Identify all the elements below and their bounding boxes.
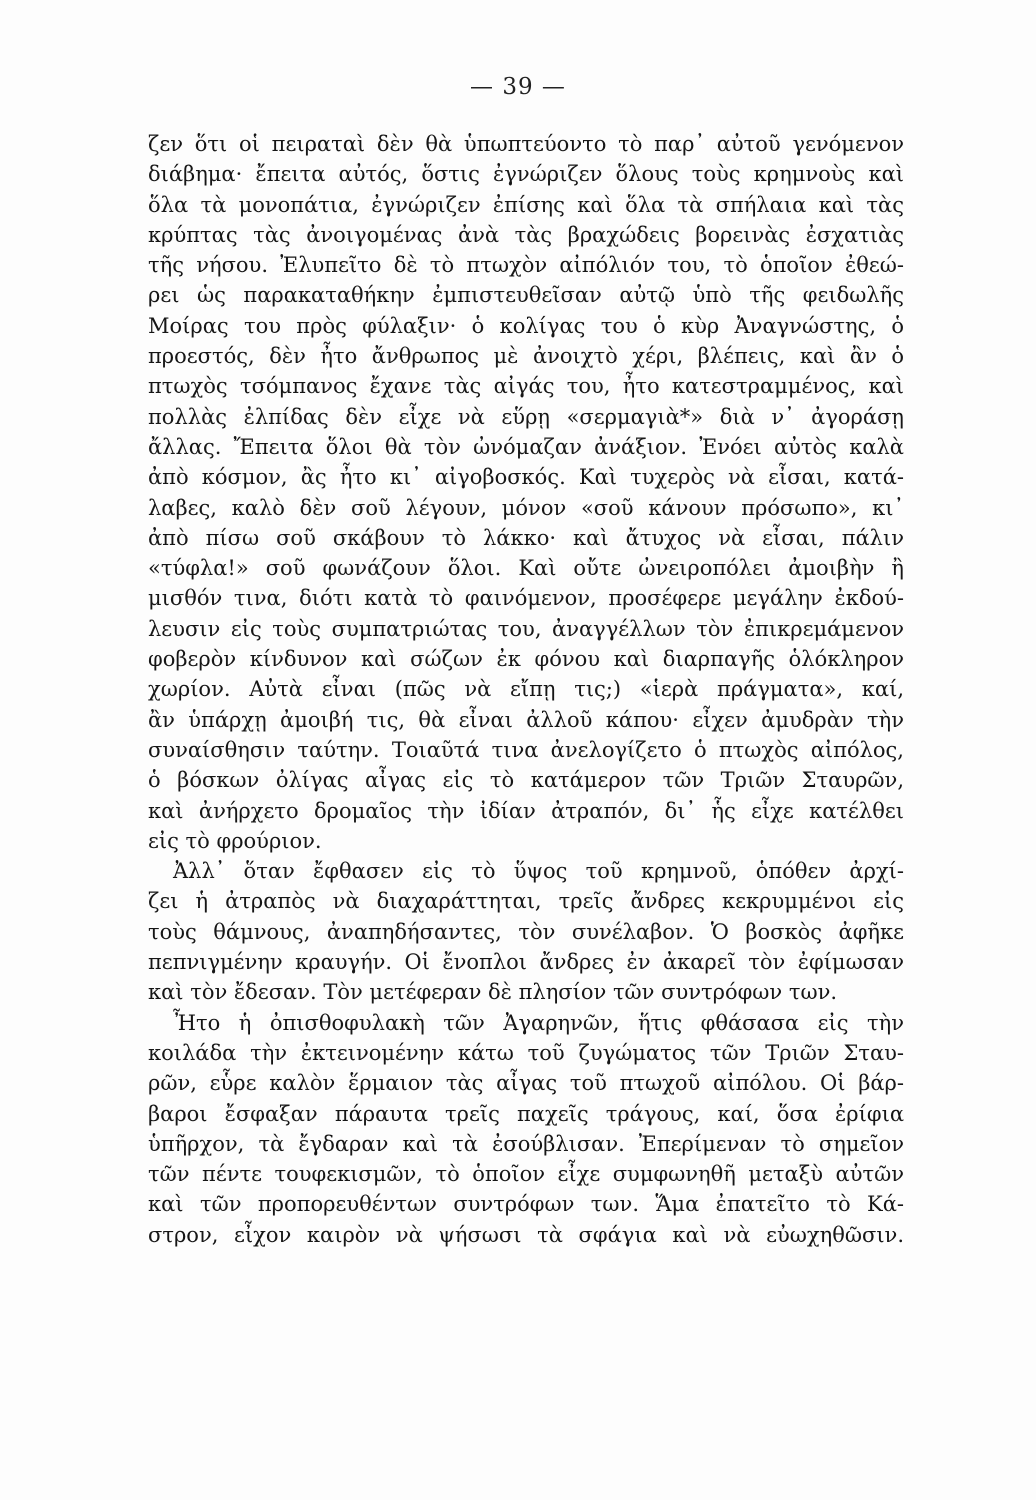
text-line: προεστός, δὲν ἦτο ἄνθρωπος μὲ ἀνοιχτὸ χέρι, βλέπεις, καὶ ἂν ὁ — [148, 344, 904, 369]
text-line: τῆς νήσου. Ἐλυπεῖτο δὲ τὸ πτωχὸν αἰπόλιόν του, τὸ ὁποῖον ἐθεώ- — [148, 253, 904, 278]
text-line: καὶ ἀνήρχετο δρομαῖος τὴν ἰδίαν ἀτραπόν, δι᾽ ἧς εἶχε κατέλθει — [148, 798, 904, 823]
text-line: πτωχὸς τσόμπανος ἔχανε τὰς αἰγάς του, ἦτο κατεστραμμένος, καὶ — [148, 374, 904, 399]
text-line: μισθόν τινα, διότι κατὰ τὸ φαινόμενον, προσέφερε μεγάλην ἐκδού- — [148, 586, 904, 611]
text-line: ὅλα τὰ μονοπάτια, ἐγνώριζεν ἐπίσης καὶ ὅλα τὰ σπήλαια καὶ τὰς — [148, 192, 904, 217]
text-line: χωρίον. Αὐτὰ εἶναι (πῶς νὰ εἴπῃ τις;) «ἱερὰ πράγματα», καί, — [148, 677, 904, 702]
text-line: ζει ἡ ἀτραπὸς νὰ διαχαράττηται, τρεῖς ἄνδρες κεκρυμμένοι εἰς — [148, 889, 904, 914]
text-line: ρῶν, εὗρε καλὸν ἕρμαιον τὰς αἶγας τοῦ πτωχοῦ αἰπόλου. Οἱ βάρ- — [148, 1071, 904, 1096]
text-line: βαροι ἔσφαξαν πάραυτα τρεῖς παχεῖς τράγους, καί, ὅσα ἐρίφια — [148, 1101, 904, 1126]
text-line: ἂν ὑπάρχῃ ἀμοιβή τις, θὰ εἶναι ἀλλοῦ κάπου· εἶχεν ἀμυδρὰν τὴν — [148, 707, 904, 732]
text-line: ὁ βόσκων ὀλίγας αἶγας εἰς τὸ κατάμερον τῶν Τριῶν Σταυρῶν, — [148, 768, 904, 793]
text-line: λαβες, καλὸ δὲν σοῦ λέγουν, μόνον «σοῦ κάνουν πρόσωπο», κι᾽ — [148, 495, 904, 520]
text-line: Μοίρας του πρὸς φύλαξιν· ὁ κολίγας του ὁ κὺρ Ἀναγνώστης, ὁ — [148, 313, 904, 338]
page-number: — 39 — — [470, 74, 566, 100]
text-line: διάβημα· ἔπειτα αὐτός, ὅστις ἐγνώριζεν ὅλους τοὺς κρημνοὺς καὶ — [148, 162, 904, 187]
text-line: πολλὰς ἐλπίδας δὲν εἶχε νὰ εὕρῃ «σερμαγιὰ*» διὰ ν᾽ ἀγοράσῃ — [148, 404, 904, 429]
text-line: ἄλλας. Ἔπειτα ὅλοι θὰ τὸν ὠνόμαζαν ἀνάξιον. Ἐνόει αὐτὸς καλὰ — [148, 434, 904, 459]
text-line: ρει ὡς παρακαταθήκην ἐμπιστευθεῖσαν αὐτῷ ὑπὸ τῆς φειδωλῆς — [148, 283, 904, 308]
text-line: κοιλάδα τὴν ἐκτεινομένην κάτω τοῦ ζυγώματος τῶν Τριῶν Σταυ- — [148, 1040, 904, 1065]
text-line: «τύφλα!» σοῦ φωνάζουν ὅλοι. Καὶ οὔτε ὠνειροπόλει ἀμοιβὴν ἢ — [148, 556, 904, 581]
text-line: Ἀλλ᾽ ὅταν ἔφθασεν εἰς τὸ ὕψος τοῦ κρημνοῦ, ὁπόθεν ἀρχί- — [173, 859, 904, 884]
text-line: κρύπτας τὰς ἀνοιγομένας ἀνὰ τὰς βραχώδεις βορεινὰς ἐσχατιὰς — [148, 222, 904, 247]
paragraph — [148, 129, 904, 856]
paragraph — [148, 856, 904, 1007]
text-line: ζεν ὅτι οἱ πειραταὶ δὲν θὰ ὑπωπτεύοντο τὸ παρ᾽ αὐτοῦ γενόμενον — [148, 132, 904, 156]
text-line: τοὺς θάμνους, ἀναπηδήσαντες, τὸν συνέλαβον. Ὁ βοσκὸς ἀφῆκε — [148, 919, 904, 944]
body-text — [148, 129, 904, 1250]
text-line: ἀπὸ πίσω σοῦ σκάβουν τὸ λάκκο· καὶ ἄτυχος νὰ εἶσαι, πάλιν — [148, 525, 904, 550]
text-line: τῶν πέντε τουφεκισμῶν, τὸ ὁποῖον εἶχε συμφωνηθῆ μεταξὺ αὐτῶν — [148, 1162, 904, 1187]
text-line: καὶ τῶν προπορευθέντων συντρόφων των. Ἅμα ἐπατεῖτο τὸ Κά- — [148, 1192, 904, 1217]
text-line: εἰς τὸ φρούριον. — [148, 828, 322, 853]
text-line: συναίσθησιν ταύτην. Τοιαῦτά τινα ἀνελογίζετο ὁ πτωχὸς αἰπόλος, — [148, 737, 904, 762]
text-line: φοβερὸν κίνδυνον καὶ σώζων ἐκ φόνου καὶ διαρπαγῆς ὁλόκληρον — [148, 647, 904, 672]
text-line: ὑπῆρχον, τὰ ἔγδαραν καὶ τὰ ἐσούβλισαν. Ἐπερίμεναν τὸ σημεῖον — [148, 1131, 904, 1156]
paragraph — [148, 1008, 904, 1250]
text-line: ἀπὸ κόσμον, ἂς ἦτο κι᾽ αἰγοβοσκός. Καὶ τυχερὸς νὰ εἶσαι, κατά- — [148, 465, 904, 490]
text-line: Ἦτο ἡ ὀπισθοφυλακὴ τῶν Ἀγαρηνῶν, ἥτις φθάσασα εἰς τὴν — [173, 1010, 904, 1035]
text-line: στρον, εἶχον καιρὸν νὰ ψήσωσι τὰ σφάγια καὶ νὰ εὐωχηθῶσιν. — [148, 1222, 904, 1247]
text-line: καὶ τὸν ἔδεσαν. Τὸν μετέφεραν δὲ πλησίον τῶν συντρόφων των. — [148, 980, 838, 1005]
text-line: λευσιν εἰς τοὺς συμπατριώτας του, ἀναγγέλλων τὸν ἐπικρεμάμενον — [148, 616, 904, 641]
text-line: πεπνιγμένην κραυγήν. Οἱ ἔνοπλοι ἄνδρες ἐν ἀκαρεῖ τὸν ἐφίμωσαν — [148, 950, 904, 975]
